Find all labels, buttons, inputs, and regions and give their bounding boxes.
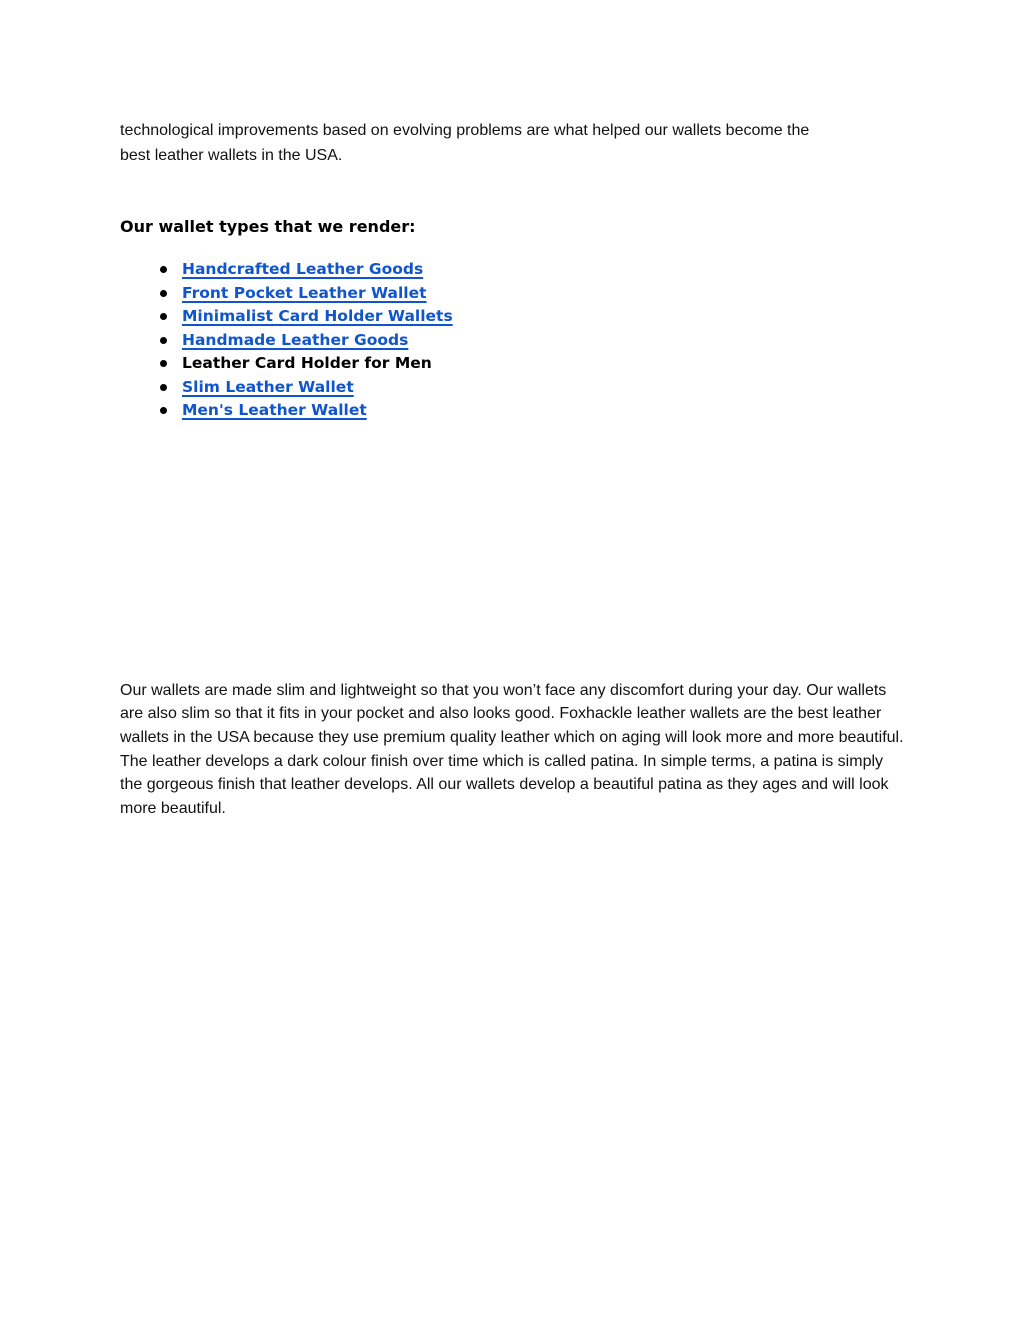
wallet-type-list xyxy=(120,258,906,423)
patina-paragraph: Our wallets are made slim and lightweight so that you won’t face any discomfort during your day. Our wallets are also slim so that it fits in your pocket and also looks good. Foxhackle leather wallets are the best leather wallets in the USA because they use premium quality leather which on aging will look more and more beautiful. The leather develops a dark colour finish over time which is called patina. In simple terms, a patina is simply the gorgeous finish that leather develops. All our wallets develop a beautiful patina as they ages and will look more beautiful. xyxy=(120,681,904,818)
intro-paragraph: technological improvements based on evolving problems are what helped our wallets become the best leather wallets in the USA. xyxy=(120,122,810,164)
wallet-list-item xyxy=(182,329,906,353)
wallet-list-item xyxy=(182,376,906,400)
wallet-link-handmade-leather-goods[interactable]: Handmade Leather Goods xyxy=(182,330,409,349)
wallet-types-heading: Our wallet types that we render: xyxy=(120,217,416,236)
wallet-list-item xyxy=(182,399,906,423)
bullet-icon xyxy=(160,266,167,273)
bullet-icon xyxy=(160,360,167,367)
bullet-icon xyxy=(160,337,167,344)
wallet-link-front-pocket-leather-wallet[interactable]: Front Pocket Leather Wallet xyxy=(182,283,427,302)
bullet-icon xyxy=(160,384,167,391)
wallet-link-minimalist-card-holder-wallets[interactable]: Minimalist Card Holder Wallets xyxy=(182,307,453,325)
wallet-link-handcrafted-leather-goods[interactable]: Handcrafted Leather Goods xyxy=(182,260,424,278)
wallet-link-men-s-leather-wallet[interactable]: Men's Leather Wallet xyxy=(182,401,367,419)
wallet-list-item xyxy=(182,305,906,329)
wallet-list-item xyxy=(182,258,906,282)
bullet-icon xyxy=(160,313,167,320)
wallet-list-item xyxy=(182,282,906,306)
wallet-label-leather-card-holder-for-men: Leather Card Holder for Men xyxy=(182,354,432,372)
bullet-icon xyxy=(160,290,167,297)
wallet-link-slim-leather-wallet[interactable]: Slim Leather Wallet xyxy=(182,377,354,396)
wallet-list-item xyxy=(182,352,906,376)
bullet-icon xyxy=(160,407,167,414)
